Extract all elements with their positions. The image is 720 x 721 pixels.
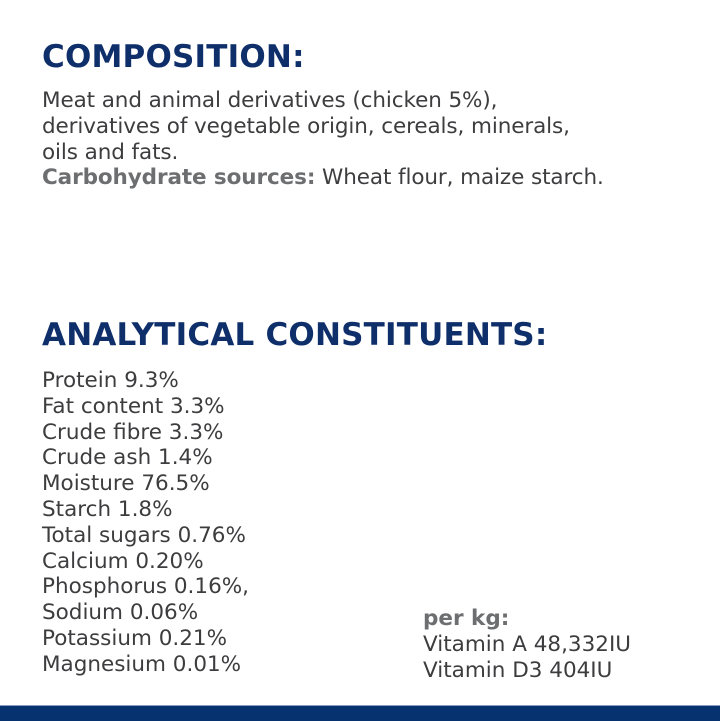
vitamins-per-kg-list: [423, 606, 631, 683]
constituent-item: Fat content 3.3%: [42, 393, 225, 419]
constituent-item: Moisture 76.5%: [42, 471, 210, 497]
composition-heading: COMPOSITION:: [42, 39, 305, 75]
constituent-item: Crude ash 1.4%: [42, 445, 213, 471]
constituent-item: Total sugars 0.76%: [42, 522, 246, 548]
composition-line: oils and fats.: [42, 139, 179, 165]
constituent-item: Crude fibre 3.3%: [42, 419, 224, 445]
bottom-brand-bar: [0, 705, 720, 721]
per-kg-label: per kg:: [423, 606, 510, 631]
composition-body: [42, 88, 702, 191]
constituent-item: Starch 1.8%: [42, 496, 173, 522]
composition-line: Meat and animal derivatives (chicken 5%),: [42, 88, 498, 113]
analytical-constituents-list: [42, 368, 249, 678]
constituent-item: Protein 9.3%: [42, 368, 179, 393]
constituent-item: Sodium 0.06%: [42, 600, 199, 626]
constituent-item: Potassium 0.21%: [42, 625, 228, 651]
vitamin-item: Vitamin D3 404IU: [423, 657, 613, 683]
analytical-constituents-heading: ANALYTICAL CONSTITUENTS:: [42, 317, 548, 353]
vitamin-item: Vitamin A 48,332IU: [423, 631, 632, 657]
composition-line: derivatives of vegetable origin, cereals, minerals,: [42, 113, 570, 139]
constituent-item: Phosphorus 0.16%,: [42, 574, 250, 600]
carbohydrate-sources-value: Wheat flour, maize starch.: [315, 165, 604, 191]
carbohydrate-sources-line: [42, 165, 702, 191]
carbohydrate-sources-label: Carbohydrate sources:: [42, 165, 316, 191]
constituent-item: Calcium 0.20%: [42, 548, 204, 574]
constituent-item: Magnesium 0.01%: [42, 651, 242, 677]
